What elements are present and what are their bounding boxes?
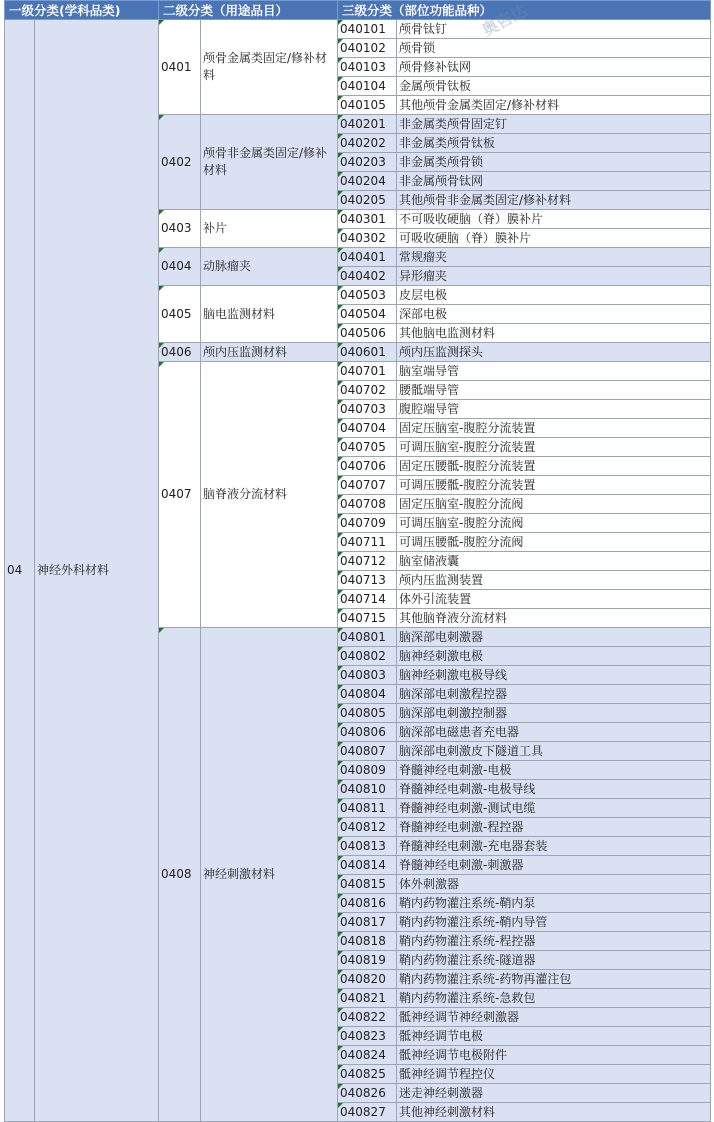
item-code: 040807 xyxy=(338,742,397,761)
item-name: 颅内压监测装置 xyxy=(397,571,711,590)
item-name: 体外引流装置 xyxy=(397,590,711,609)
classification-table xyxy=(4,0,711,1122)
item-name: 金属颅骨钛板 xyxy=(397,77,711,96)
group-name: 动脉瘤夹 xyxy=(201,248,338,286)
group-code: 0407 xyxy=(159,362,201,628)
item-name: 常规瘤夹 xyxy=(397,248,711,267)
item-code: 040816 xyxy=(338,894,397,913)
item-code: 040504 xyxy=(338,305,397,324)
item-name: 腹腔端导管 xyxy=(397,400,711,419)
item-code: 040105 xyxy=(338,96,397,115)
item-code: 040708 xyxy=(338,495,397,514)
item-code: 040811 xyxy=(338,799,397,818)
item-code: 040714 xyxy=(338,590,397,609)
item-name: 脊髓神经电刺激-测试电缆 xyxy=(397,799,711,818)
item-name: 颅骨锁 xyxy=(397,39,711,58)
group-name: 神经刺激材料 xyxy=(201,628,338,1122)
group-code: 0408 xyxy=(159,628,201,1122)
group-name: 补片 xyxy=(201,210,338,248)
group-name: 脑脊液分流材料 xyxy=(201,362,338,628)
item-name: 其他神经刺激材料 xyxy=(397,1103,711,1122)
item-code: 040818 xyxy=(338,932,397,951)
item-code: 040102 xyxy=(338,39,397,58)
item-name: 颅骨钛钉 xyxy=(397,20,711,39)
item-code: 040812 xyxy=(338,818,397,837)
item-name: 其他脑脊液分流材料 xyxy=(397,609,711,628)
item-code: 040205 xyxy=(338,191,397,210)
item-name: 其他颅骨金属类固定/修补材料 xyxy=(397,96,711,115)
item-code: 040301 xyxy=(338,210,397,229)
group-code: 0406 xyxy=(159,343,201,362)
item-name: 脑深部电刺激器 xyxy=(397,628,711,647)
item-code: 040104 xyxy=(338,77,397,96)
item-code: 040821 xyxy=(338,989,397,1008)
item-code: 040401 xyxy=(338,248,397,267)
item-name: 非金属类颅骨固定钉 xyxy=(397,115,711,134)
item-name: 鞘内药物灌注系统-鞘内导管 xyxy=(397,913,711,932)
item-code: 040503 xyxy=(338,286,397,305)
item-code: 040202 xyxy=(338,134,397,153)
item-name: 鞘内药物灌注系统-急救包 xyxy=(397,989,711,1008)
item-code: 040204 xyxy=(338,172,397,191)
item-name: 脊髓神经电刺激-充电器套装 xyxy=(397,837,711,856)
item-code: 040813 xyxy=(338,837,397,856)
item-name: 迷走神经刺激器 xyxy=(397,1084,711,1103)
table-row xyxy=(5,20,711,39)
item-code: 040704 xyxy=(338,419,397,438)
item-name: 骶神经调节神经刺激器 xyxy=(397,1008,711,1027)
item-name: 脊髓神经电刺激-电极 xyxy=(397,761,711,780)
item-name: 深部电极 xyxy=(397,305,711,324)
item-name: 鞘内药物灌注系统-隧道器 xyxy=(397,951,711,970)
item-name: 固定压脑室-腹腔分流装置 xyxy=(397,419,711,438)
item-name: 脑神经刺激电极导线 xyxy=(397,666,711,685)
item-code: 040715 xyxy=(338,609,397,628)
item-name: 非金属类颅骨锁 xyxy=(397,153,711,172)
item-code: 040806 xyxy=(338,723,397,742)
item-name: 可吸收硬脑（脊）膜补片 xyxy=(397,229,711,248)
item-name: 脊髓神经电刺激-电极导线 xyxy=(397,780,711,799)
group-name: 脑电监测材料 xyxy=(201,286,338,343)
category-code: 04 xyxy=(5,20,35,1122)
item-code: 040809 xyxy=(338,761,397,780)
item-name: 其他颅骨非金属类固定/修补材料 xyxy=(397,191,711,210)
item-name: 非金属颅骨钛网 xyxy=(397,172,711,191)
group-code: 0402 xyxy=(159,115,201,210)
item-code: 040706 xyxy=(338,457,397,476)
item-code: 040823 xyxy=(338,1027,397,1046)
item-code: 040819 xyxy=(338,951,397,970)
item-code: 040709 xyxy=(338,514,397,533)
item-code: 040822 xyxy=(338,1008,397,1027)
item-code: 040804 xyxy=(338,685,397,704)
header-level1: 一级分类(学科品类) xyxy=(5,1,159,20)
item-name: 鞘内药物灌注系统-药物再灌注包 xyxy=(397,970,711,989)
item-name: 体外刺激器 xyxy=(397,875,711,894)
header-row xyxy=(5,1,711,20)
item-code: 040201 xyxy=(338,115,397,134)
item-name: 固定压腰骶-腹腔分流装置 xyxy=(397,457,711,476)
item-code: 040801 xyxy=(338,628,397,647)
item-name: 脑深部电磁患者充电器 xyxy=(397,723,711,742)
item-name: 脑深部电刺激程控器 xyxy=(397,685,711,704)
item-name: 异形瘤夹 xyxy=(397,267,711,286)
item-name: 可调压腰骶-腹腔分流装置 xyxy=(397,476,711,495)
item-code: 040712 xyxy=(338,552,397,571)
header-level2: 二级分类（用途品目） xyxy=(159,1,338,20)
item-name: 骶神经调节程控仪 xyxy=(397,1065,711,1084)
item-code: 040803 xyxy=(338,666,397,685)
item-name: 脑室端导管 xyxy=(397,362,711,381)
item-code: 040827 xyxy=(338,1103,397,1122)
item-name: 皮层电极 xyxy=(397,286,711,305)
item-name: 脊髓神经电刺激-刺激器 xyxy=(397,856,711,875)
item-code: 040702 xyxy=(338,381,397,400)
item-name: 骶神经调节电极附件 xyxy=(397,1046,711,1065)
item-name: 可调压腰骶-腹腔分流阀 xyxy=(397,533,711,552)
group-name: 颅内压监测材料 xyxy=(201,343,338,362)
group-code: 0403 xyxy=(159,210,201,248)
item-code: 040707 xyxy=(338,476,397,495)
item-code: 040825 xyxy=(338,1065,397,1084)
item-code: 040826 xyxy=(338,1084,397,1103)
item-name: 鞘内药物灌注系统-鞘内泵 xyxy=(397,894,711,913)
group-code: 0401 xyxy=(159,20,201,115)
item-name: 腰骶端导管 xyxy=(397,381,711,400)
item-name: 脑深部电刺激控制器 xyxy=(397,704,711,723)
item-name: 不可吸收硬脑（脊）膜补片 xyxy=(397,210,711,229)
group-code: 0405 xyxy=(159,286,201,343)
item-code: 040203 xyxy=(338,153,397,172)
item-code: 040711 xyxy=(338,533,397,552)
item-code: 040402 xyxy=(338,267,397,286)
item-name: 颅内压监测探头 xyxy=(397,343,711,362)
item-code: 040802 xyxy=(338,647,397,666)
item-name: 脑深部电刺激皮下隧道工具 xyxy=(397,742,711,761)
item-name: 颅骨修补钛网 xyxy=(397,58,711,77)
item-name: 其他脑电监测材料 xyxy=(397,324,711,343)
item-code: 040701 xyxy=(338,362,397,381)
item-code: 040101 xyxy=(338,20,397,39)
group-name: 颅骨非金属类固定/修补材料 xyxy=(201,115,338,210)
item-code: 040824 xyxy=(338,1046,397,1065)
item-code: 040705 xyxy=(338,438,397,457)
item-code: 040713 xyxy=(338,571,397,590)
item-name: 骶神经调节电极 xyxy=(397,1027,711,1046)
item-name: 可调压脑室-腹腔分流阀 xyxy=(397,514,711,533)
watermark-logo: 奥咨达 xyxy=(478,0,531,41)
item-code: 040302 xyxy=(338,229,397,248)
item-code: 040820 xyxy=(338,970,397,989)
item-code: 040103 xyxy=(338,58,397,77)
item-name: 脊髓神经电刺激-程控器 xyxy=(397,818,711,837)
item-code: 040810 xyxy=(338,780,397,799)
category-name: 神经外科材料 xyxy=(35,20,159,1122)
item-code: 040814 xyxy=(338,856,397,875)
item-name: 鞘内药物灌注系统-程控器 xyxy=(397,932,711,951)
item-code: 040805 xyxy=(338,704,397,723)
item-name: 脑室储液囊 xyxy=(397,552,711,571)
item-code: 040601 xyxy=(338,343,397,362)
group-name: 颅骨金属类固定/修补材料 xyxy=(201,20,338,115)
header-level3: 三级分类（部位功能品种） xyxy=(338,1,711,20)
item-name: 脑神经刺激电极 xyxy=(397,647,711,666)
group-code: 0404 xyxy=(159,248,201,286)
item-code: 040703 xyxy=(338,400,397,419)
item-name: 固定压脑室-腹腔分流阀 xyxy=(397,495,711,514)
item-code: 040817 xyxy=(338,913,397,932)
item-name: 可调压脑室-腹腔分流装置 xyxy=(397,438,711,457)
item-name: 非金属类颅骨钛板 xyxy=(397,134,711,153)
item-code: 040815 xyxy=(338,875,397,894)
item-code: 040506 xyxy=(338,324,397,343)
table-body xyxy=(5,20,711,1122)
